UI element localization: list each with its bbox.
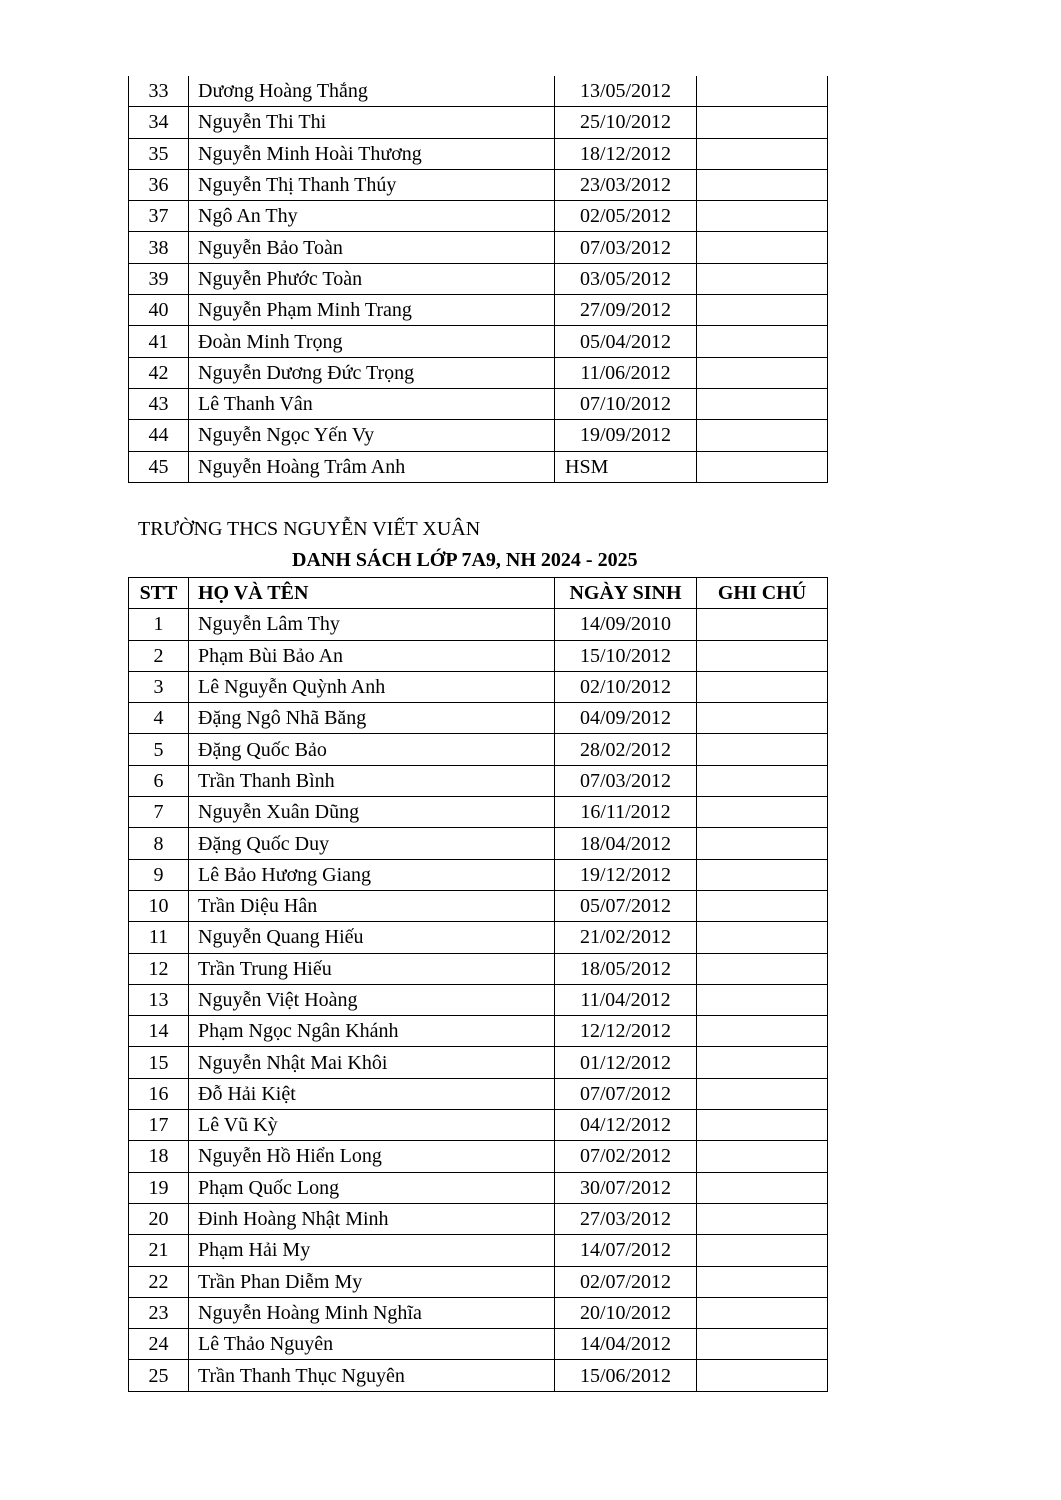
cell-stt: 35 <box>129 138 189 169</box>
cell-stt: 10 <box>129 890 189 921</box>
cell-stt: 15 <box>129 1047 189 1078</box>
cell-note <box>697 765 828 796</box>
cell-note <box>697 1110 828 1141</box>
continuation-table <box>128 76 828 483</box>
table-row <box>129 357 828 388</box>
table-row <box>129 388 828 419</box>
table-row <box>129 201 828 232</box>
table-row <box>129 640 828 671</box>
cell-note <box>697 1016 828 1047</box>
cell-name: Lê Bảo Hương Giang <box>189 859 555 890</box>
cell-dob: HSM <box>555 451 697 482</box>
table-row <box>129 765 828 796</box>
cell-dob: 18/05/2012 <box>555 953 697 984</box>
table-row <box>129 1235 828 1266</box>
cell-stt: 37 <box>129 201 189 232</box>
cell-note <box>697 451 828 482</box>
cell-stt: 1 <box>129 609 189 640</box>
cell-name: Trần Thanh Bình <box>189 765 555 796</box>
table-row <box>129 797 828 828</box>
table-row <box>129 609 828 640</box>
table-row <box>129 890 828 921</box>
cell-note <box>697 640 828 671</box>
cell-note <box>697 609 828 640</box>
table-row <box>129 1141 828 1172</box>
cell-dob: 25/10/2012 <box>555 107 697 138</box>
cell-stt: 5 <box>129 734 189 765</box>
cell-note <box>697 953 828 984</box>
table-row <box>129 734 828 765</box>
cell-note <box>697 1172 828 1203</box>
cell-note <box>697 1141 828 1172</box>
table-row <box>129 107 828 138</box>
cell-note <box>697 703 828 734</box>
table-row <box>129 1360 828 1391</box>
cell-stt: 16 <box>129 1078 189 1109</box>
table-row <box>129 1203 828 1234</box>
cell-name: Trần Phan Diễm My <box>189 1266 555 1297</box>
cell-dob: 16/11/2012 <box>555 797 697 828</box>
cell-note <box>697 295 828 326</box>
cell-stt: 4 <box>129 703 189 734</box>
cell-note <box>697 859 828 890</box>
cell-stt: 12 <box>129 953 189 984</box>
cell-note <box>697 107 828 138</box>
table-row <box>129 1266 828 1297</box>
table-row <box>129 922 828 953</box>
cell-name: Phạm Hải My <box>189 1235 555 1266</box>
cell-name: Nguyễn Phước Toàn <box>189 263 555 294</box>
cell-dob: 07/02/2012 <box>555 1141 697 1172</box>
cell-dob: 14/07/2012 <box>555 1235 697 1266</box>
cell-dob: 19/12/2012 <box>555 859 697 890</box>
cell-stt: 42 <box>129 357 189 388</box>
cell-name: Nguyễn Quang Hiếu <box>189 922 555 953</box>
table-row <box>129 859 828 890</box>
header-name: HỌ VÀ TÊN <box>189 578 555 609</box>
cell-note <box>697 1329 828 1360</box>
cell-note <box>697 1360 828 1391</box>
cell-note <box>697 671 828 702</box>
cell-name: Nguyễn Bảo Toàn <box>189 232 555 263</box>
cell-stt: 39 <box>129 263 189 294</box>
cell-name: Lê Thanh Vân <box>189 388 555 419</box>
cell-dob: 02/07/2012 <box>555 1266 697 1297</box>
cell-name: Đỗ Hải Kiệt <box>189 1078 555 1109</box>
header-dob: NGÀY SINH <box>555 578 697 609</box>
cell-stt: 21 <box>129 1235 189 1266</box>
table-row <box>129 1016 828 1047</box>
table-row <box>129 1078 828 1109</box>
continuation-table-body <box>129 76 828 482</box>
cell-stt: 38 <box>129 232 189 263</box>
cell-note <box>697 1235 828 1266</box>
cell-stt: 45 <box>129 451 189 482</box>
cell-stt: 33 <box>129 76 189 107</box>
table-row <box>129 1297 828 1328</box>
table-row <box>129 76 828 107</box>
cell-stt: 36 <box>129 169 189 200</box>
cell-dob: 23/03/2012 <box>555 169 697 200</box>
table-row <box>129 169 828 200</box>
list-title: DANH SÁCH LỚP 7A9, NH 2024 - 2025 <box>292 549 638 571</box>
cell-dob: 07/07/2012 <box>555 1078 697 1109</box>
cell-dob: 15/10/2012 <box>555 640 697 671</box>
cell-note <box>697 263 828 294</box>
cell-name: Nguyễn Dương Đức Trọng <box>189 357 555 388</box>
class-list-table <box>128 577 828 1392</box>
cell-stt: 20 <box>129 1203 189 1234</box>
cell-dob: 12/12/2012 <box>555 1016 697 1047</box>
cell-name: Đặng Quốc Duy <box>189 828 555 859</box>
cell-stt: 17 <box>129 1110 189 1141</box>
cell-dob: 14/09/2010 <box>555 609 697 640</box>
cell-stt: 22 <box>129 1266 189 1297</box>
cell-name: Lê Thảo Nguyên <box>189 1329 555 1360</box>
cell-note <box>697 1266 828 1297</box>
cell-name: Dương Hoàng Thắng <box>189 76 555 107</box>
table-row <box>129 326 828 357</box>
cell-dob: 07/03/2012 <box>555 232 697 263</box>
class-list-body <box>129 609 828 1391</box>
cell-name: Đặng Quốc Bảo <box>189 734 555 765</box>
cell-note <box>697 76 828 107</box>
cell-name: Nguyễn Ngọc Yến Vy <box>189 420 555 451</box>
cell-stt: 34 <box>129 107 189 138</box>
cell-name: Nguyễn Hoàng Minh Nghĩa <box>189 1297 555 1328</box>
cell-stt: 40 <box>129 295 189 326</box>
cell-dob: 30/07/2012 <box>555 1172 697 1203</box>
cell-dob: 05/07/2012 <box>555 890 697 921</box>
cell-stt: 18 <box>129 1141 189 1172</box>
cell-stt: 43 <box>129 388 189 419</box>
cell-dob: 27/09/2012 <box>555 295 697 326</box>
cell-stt: 41 <box>129 326 189 357</box>
cell-name: Lê Vũ Kỳ <box>189 1110 555 1141</box>
table-row <box>129 1047 828 1078</box>
cell-dob: 21/02/2012 <box>555 922 697 953</box>
cell-dob: 14/04/2012 <box>555 1329 697 1360</box>
table-header-row <box>129 578 828 609</box>
cell-stt: 23 <box>129 1297 189 1328</box>
table-row <box>129 232 828 263</box>
school-name: TRƯỜNG THCS NGUYỄN VIẾT XUÂN <box>138 518 481 540</box>
cell-stt: 24 <box>129 1329 189 1360</box>
table-row <box>129 451 828 482</box>
cell-note <box>697 922 828 953</box>
cell-dob: 15/06/2012 <box>555 1360 697 1391</box>
table-row <box>129 263 828 294</box>
cell-stt: 2 <box>129 640 189 671</box>
cell-dob: 02/10/2012 <box>555 671 697 702</box>
header-note: GHI CHÚ <box>697 578 828 609</box>
cell-stt: 14 <box>129 1016 189 1047</box>
cell-dob: 18/04/2012 <box>555 828 697 859</box>
cell-note <box>697 1203 828 1234</box>
cell-dob: 11/04/2012 <box>555 984 697 1015</box>
cell-dob: 27/03/2012 <box>555 1203 697 1234</box>
cell-name: Nguyễn Phạm Minh Trang <box>189 295 555 326</box>
cell-name: Phạm Quốc Long <box>189 1172 555 1203</box>
cell-note <box>697 326 828 357</box>
cell-note <box>697 984 828 1015</box>
cell-stt: 6 <box>129 765 189 796</box>
cell-stt: 9 <box>129 859 189 890</box>
cell-name: Đoàn Minh Trọng <box>189 326 555 357</box>
cell-name: Nguyễn Minh Hoài Thương <box>189 138 555 169</box>
table-row <box>129 953 828 984</box>
cell-note <box>697 1047 828 1078</box>
cell-name: Nguyễn Hoàng Trâm Anh <box>189 451 555 482</box>
cell-name: Nguyễn Thị Thanh Thúy <box>189 169 555 200</box>
cell-note <box>697 138 828 169</box>
cell-dob: 02/05/2012 <box>555 201 697 232</box>
table-row <box>129 295 828 326</box>
cell-name: Nguyễn Việt Hoàng <box>189 984 555 1015</box>
table-row <box>129 828 828 859</box>
cell-name: Đinh Hoàng Nhật Minh <box>189 1203 555 1234</box>
cell-note <box>697 420 828 451</box>
table-row <box>129 1110 828 1141</box>
cell-name: Đặng Ngô Nhã Băng <box>189 703 555 734</box>
cell-name: Nguyễn Lâm Thy <box>189 609 555 640</box>
cell-note <box>697 388 828 419</box>
cell-dob: 01/12/2012 <box>555 1047 697 1078</box>
cell-note <box>697 169 828 200</box>
cell-name: Ngô An Thy <box>189 201 555 232</box>
cell-dob: 19/09/2012 <box>555 420 697 451</box>
cell-note <box>697 232 828 263</box>
cell-stt: 44 <box>129 420 189 451</box>
table-row <box>129 1329 828 1360</box>
cell-stt: 7 <box>129 797 189 828</box>
header-stt: STT <box>129 578 189 609</box>
cell-note <box>697 828 828 859</box>
cell-name: Lê Nguyễn Quỳnh Anh <box>189 671 555 702</box>
cell-stt: 8 <box>129 828 189 859</box>
cell-stt: 3 <box>129 671 189 702</box>
cell-dob: 13/05/2012 <box>555 76 697 107</box>
cell-dob: 03/05/2012 <box>555 263 697 294</box>
cell-note <box>697 201 828 232</box>
cell-stt: 25 <box>129 1360 189 1391</box>
cell-name: Nguyễn Hồ Hiển Long <box>189 1141 555 1172</box>
cell-stt: 11 <box>129 922 189 953</box>
cell-dob: 11/06/2012 <box>555 357 697 388</box>
cell-name: Trần Diệu Hân <box>189 890 555 921</box>
cell-note <box>697 1078 828 1109</box>
cell-note <box>697 1297 828 1328</box>
table-row <box>129 138 828 169</box>
cell-dob: 04/09/2012 <box>555 703 697 734</box>
table-row <box>129 703 828 734</box>
cell-name: Phạm Bùi Bảo An <box>189 640 555 671</box>
table-row <box>129 671 828 702</box>
cell-note <box>697 797 828 828</box>
cell-dob: 04/12/2012 <box>555 1110 697 1141</box>
cell-note <box>697 890 828 921</box>
cell-dob: 05/04/2012 <box>555 326 697 357</box>
table-row <box>129 420 828 451</box>
cell-dob: 18/12/2012 <box>555 138 697 169</box>
table-row <box>129 984 828 1015</box>
cell-stt: 13 <box>129 984 189 1015</box>
cell-name: Trần Trung Hiếu <box>189 953 555 984</box>
cell-dob: 20/10/2012 <box>555 1297 697 1328</box>
cell-name: Nguyễn Xuân Dũng <box>189 797 555 828</box>
cell-note <box>697 734 828 765</box>
cell-dob: 07/10/2012 <box>555 388 697 419</box>
table-row <box>129 1172 828 1203</box>
cell-note <box>697 357 828 388</box>
cell-name: Phạm Ngọc Ngân Khánh <box>189 1016 555 1047</box>
cell-stt: 19 <box>129 1172 189 1203</box>
cell-name: Nguyễn Thi Thi <box>189 107 555 138</box>
cell-dob: 07/03/2012 <box>555 765 697 796</box>
cell-name: Nguyễn Nhật Mai Khôi <box>189 1047 555 1078</box>
cell-name: Trần Thanh Thục Nguyên <box>189 1360 555 1391</box>
cell-dob: 28/02/2012 <box>555 734 697 765</box>
